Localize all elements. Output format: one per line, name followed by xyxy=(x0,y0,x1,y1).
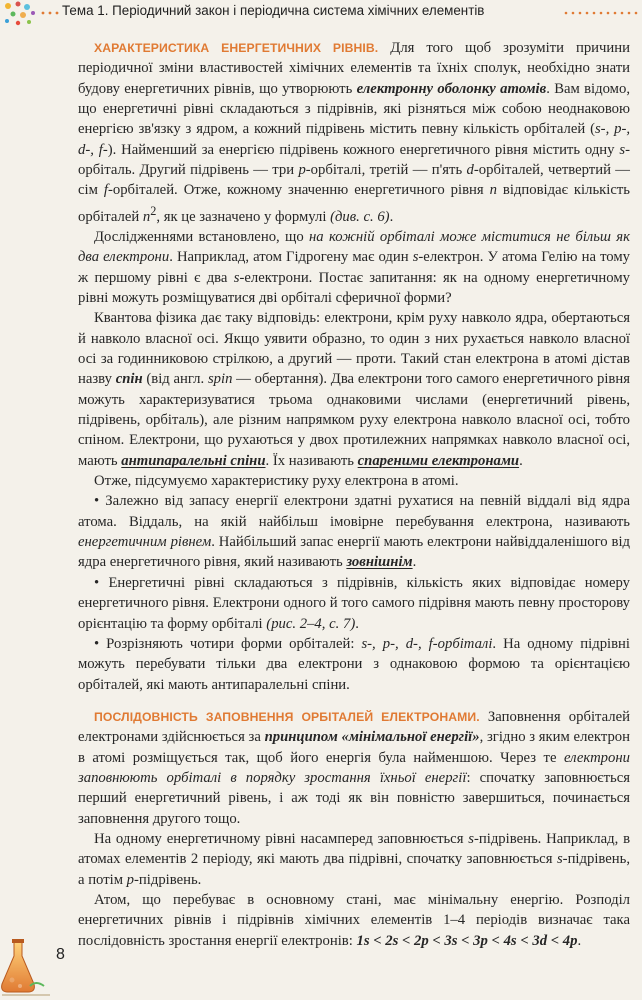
emphasis: s xyxy=(233,269,240,286)
text: -орбіталі, третій — п'ять xyxy=(305,162,467,179)
text: . Вам відомо, що енергетичні рівні складаються з підрівнів, які різняться між собою неоднаковою енергією зв'язку з ядром, а кожний підрівень містить певну кількість орбіталей ( xyxy=(78,80,630,138)
flask-icon xyxy=(0,932,80,1000)
text: (від англ. xyxy=(142,371,208,388)
text: . Найбільший запас енергії мають електрони найвіддаленішого від ядра енергетичного рівня, який називають xyxy=(78,534,631,571)
emphasis: електрони заповнюють орбіталі в порядку зростання їхньої енергії xyxy=(78,749,630,786)
superscript: 2 xyxy=(150,203,157,218)
text: . xyxy=(389,208,394,225)
emphasis: зовнішнім xyxy=(346,554,413,571)
emphasis: f xyxy=(103,182,108,199)
text: відповідає кількість орбіталей xyxy=(78,182,630,225)
text: . xyxy=(412,554,417,571)
paragraph-summary xyxy=(78,471,630,491)
section-heading: ХАРАКТЕРИСТИКА ЕНЕРГЕТИЧНИХ РІВНІВ. xyxy=(94,41,379,55)
emphasis: spin xyxy=(207,371,233,388)
emphasis: p xyxy=(126,871,135,888)
text: -підрівень. Наприклад, в атомах елементів 2 періоду, які мають два підрівні, спочатку заповнюється xyxy=(78,830,631,868)
text: . Їх називають xyxy=(265,452,358,469)
text: Заповнення орбіталей електронами здійснюється за xyxy=(78,708,630,746)
emphasis: s xyxy=(412,249,419,266)
section-heading: ПОСЛІДОВНІСТЬ ЗАПОВНЕННЯ ОРБІТАЛЕЙ ЕЛЕКТРОНАМИ. xyxy=(94,709,480,724)
text: , як це зазначено у формулі xyxy=(156,208,331,225)
text: . Наприклад, атом Гідрогену має один xyxy=(169,249,413,266)
emphasis: d xyxy=(466,162,474,179)
text: . xyxy=(519,452,523,469)
text: . xyxy=(355,615,359,632)
text: На одному енергетичному рівні насамперед заповнюється xyxy=(94,830,469,847)
page-number: 8 xyxy=(56,946,65,963)
emphasis: електронну оболонку атомів xyxy=(356,80,547,97)
text: Квантова фізика дає таку відповідь: електрони, крім руху навколо ядра, обертаються й навколо власної осі. Якщо уявити образно, то один з них рухається навколо власної осі за годинниковою стрілкою, а другий — проти. Такий стан електрона в атомі дістав назву xyxy=(78,310,630,388)
emphasis: s xyxy=(468,830,474,847)
cross-reference: (рис. 2–4, с. 7) xyxy=(266,615,356,632)
page-header xyxy=(0,0,642,28)
emphasis: s xyxy=(556,851,563,868)
paragraph-filling-order xyxy=(78,707,630,829)
emphasis: антипаралельні спіни xyxy=(121,452,266,469)
emphasis: n xyxy=(142,208,151,225)
emphasis: n xyxy=(489,182,497,199)
bullet-orbital-shapes xyxy=(78,634,630,695)
text: • Залежно від запасу енергії електрони здатні рухатися на певній віддалі від ядра атома. Віддаль, на якій найбільш імовірне перебування електрона, називають xyxy=(78,493,630,530)
text: Отже, підсумуємо характеристику руху електрона в атомі. xyxy=(94,473,459,490)
emphasis: спін xyxy=(115,371,143,388)
text: -підрівень. xyxy=(134,871,202,888)
header-dots-left-icon xyxy=(40,11,60,15)
paragraph-energy-levels xyxy=(78,38,630,227)
emphasis: енергетичним рівнем xyxy=(78,534,212,551)
chapter-title: Тема 1. Періодичний закон і періодична система хімічних елементів xyxy=(62,3,485,18)
text: -орбіталь. Другий підрівень — три xyxy=(78,141,630,179)
text: -електрони. Постає запитання: як на одному енергетичному рівні можуть розміщуватися дві орбіталі сферичної форми? xyxy=(78,269,630,307)
page-body xyxy=(78,38,630,951)
text: -орбіталей, четвертий — сім xyxy=(78,162,630,199)
emphasis: s-, p-, d-, f- xyxy=(78,121,631,158)
emphasis: p xyxy=(298,162,306,179)
bullet-sublevels xyxy=(78,573,630,634)
emphasis: спареними електронами xyxy=(357,452,520,469)
energy-sequence-formula: 1s < 2s < 2p < 3s < 3p < 4s < 3d < 4p xyxy=(356,932,578,949)
text: , згідно з яким електрон в атомі розміщується так, щоб його енергія була найменшою. Через те xyxy=(78,729,631,766)
text: ). Найменший за енергією підрівень кожного енергетичного рівня містить одну xyxy=(107,141,620,158)
text: — обертання). Два електрони того самого енергетичного рівня можуть характеризуватися трьома однаковими числами (енергетичний рівень, підрівень, орбіталь), але різним напрямком руху електрона навколо власної осі, тобто спіном. Електрони, що рухаються у двох протилежних напрямках навколо власної осі, мають xyxy=(78,371,630,469)
paragraph-s-sublevel xyxy=(78,829,630,890)
text: Дослідженнями встановлено, що xyxy=(94,228,309,245)
text: -орбіталей. Отже, кожному значенню енергетичного рівня xyxy=(107,182,490,199)
text: Для того щоб зрозуміти причини періодичної зміни властивостей хімічних елементів та їхніх сполук, необхідно знати будову енергетичних рівнів, що утворюють xyxy=(78,40,630,97)
text: Атом, що перебуває в основному стані, має мінімальну енергію. Розподіл енергетичних рівнів і підрівнів хімічних елементів 1–4 періодів визначає така послідовність зростання енергії електронів: xyxy=(78,891,630,949)
emphasis: s-, p-, d-, f-орбіталі xyxy=(361,635,493,652)
text: -електрон. У атома Гелію на тому ж першому рівні є два xyxy=(78,249,631,286)
emphasis: принципом «мінімальної енергії» xyxy=(264,729,480,746)
emphasis: на кожній орбіталі може міститися не більш як два електрони xyxy=(78,228,630,266)
cross-reference: (див. с. 6) xyxy=(330,208,390,225)
header-dots-right-icon xyxy=(563,11,642,15)
text: • Енергетичні рівні складаються з підрівнів, кількість яких відповідає номеру енергетичного рівня. Електрони одного й того самого підрівня мають певну просторову орієнтацію та форму орбіталі xyxy=(78,574,630,632)
text: . На одному підрівні можуть перебувати тільки два електрони з однаковою формою та орієнтацією орбіталей, які мають антипаралельні спіни. xyxy=(78,635,630,693)
text: : спочатку заповнюється перший енергетичний рівень, і аж тоді як він повністю завершиться, починається заповнення другого тощо. xyxy=(78,769,631,827)
paragraph-energy-sequence xyxy=(78,890,630,951)
bullet-energy-level xyxy=(78,491,630,572)
text: . xyxy=(577,932,582,949)
emphasis: s xyxy=(619,141,626,158)
paragraph-spin xyxy=(78,308,630,471)
text: -підрівень, а потім xyxy=(78,851,630,888)
text: • Розрізняють чотири форми орбіталей: xyxy=(94,635,362,652)
paragraph-two-electrons xyxy=(78,227,630,308)
